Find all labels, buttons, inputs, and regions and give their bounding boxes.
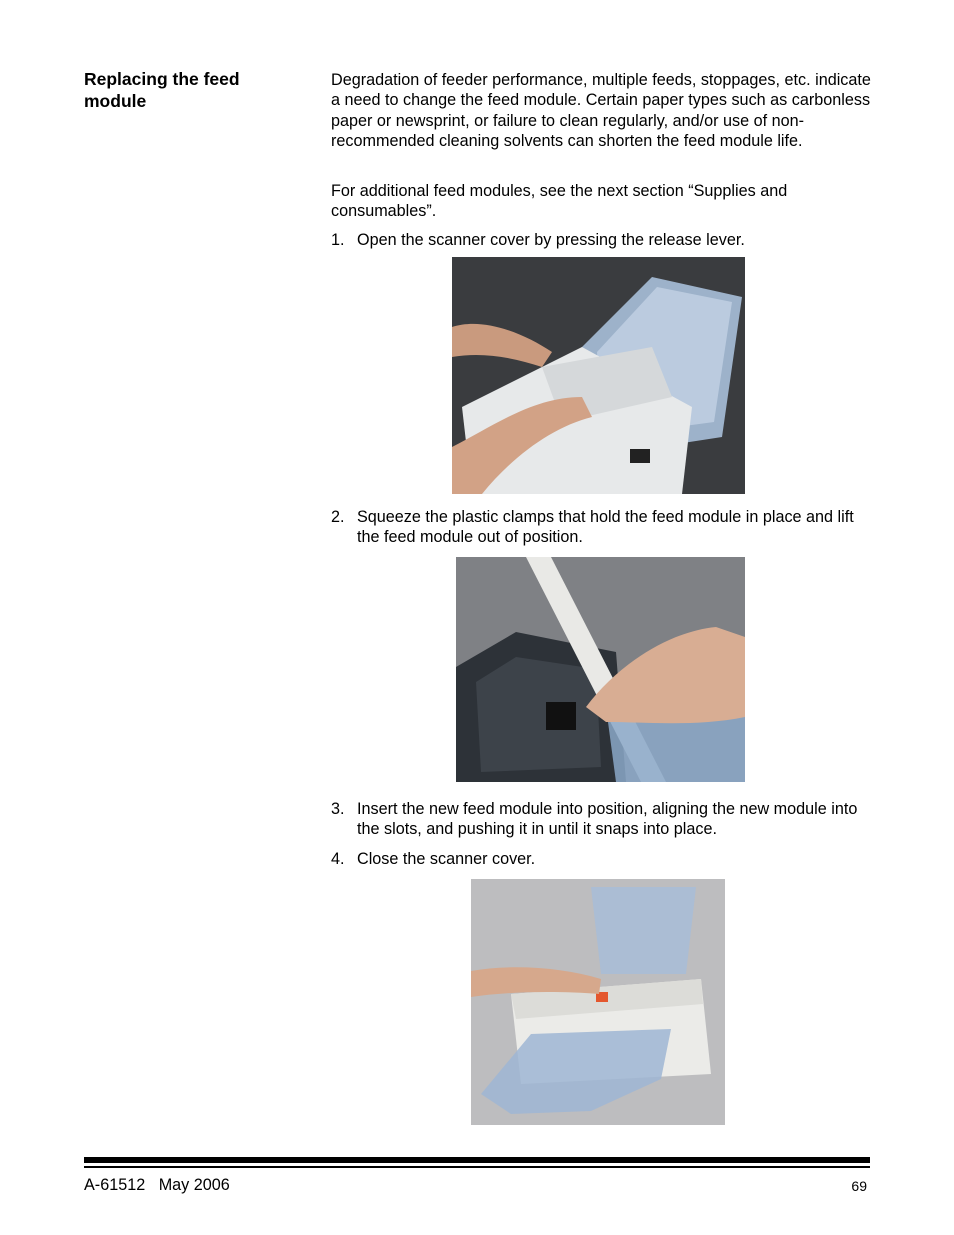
- footer-page-number: 69: [851, 1178, 867, 1194]
- footer-rule-thick: [84, 1157, 870, 1163]
- section-heading: Replacing the feed module: [84, 69, 240, 111]
- step-text: Open the scanner cover by pressing the release lever.: [357, 231, 745, 249]
- step-number: 1.: [331, 231, 345, 249]
- step-number: 4.: [331, 850, 345, 868]
- step-text: Squeeze the plastic clamps that hold the feed module in place and lift the feed module out of position.: [357, 508, 854, 547]
- supplies-paragraph: For additional feed modules, see the next section “Supplies and consumables”.: [331, 182, 788, 221]
- step-number: 2.: [331, 508, 345, 526]
- step-number: 3.: [331, 800, 345, 818]
- intro-paragraph: Degradation of feeder performance, multiple feeds, stoppages, etc. indicate a need to change the feed module. Certain paper types such as carbonless paper or newsprint, or failure to clean regularly, and/or use of non-recommended cleaning solvents can shorten the feed module life.: [331, 71, 871, 150]
- footer-doc-ref: A-61512 May 2006: [84, 1176, 230, 1194]
- photo-remove-feed-module: [456, 557, 745, 782]
- photo-close-scanner-cover: [471, 879, 725, 1125]
- step-text: Close the scanner cover.: [357, 850, 536, 868]
- footer-rule-thin: [84, 1166, 870, 1168]
- step-text: Insert the new feed module into position, aligning the new module into the slots, and pushing it in until it snaps into place.: [357, 800, 858, 839]
- photo-open-scanner-cover: [452, 257, 745, 494]
